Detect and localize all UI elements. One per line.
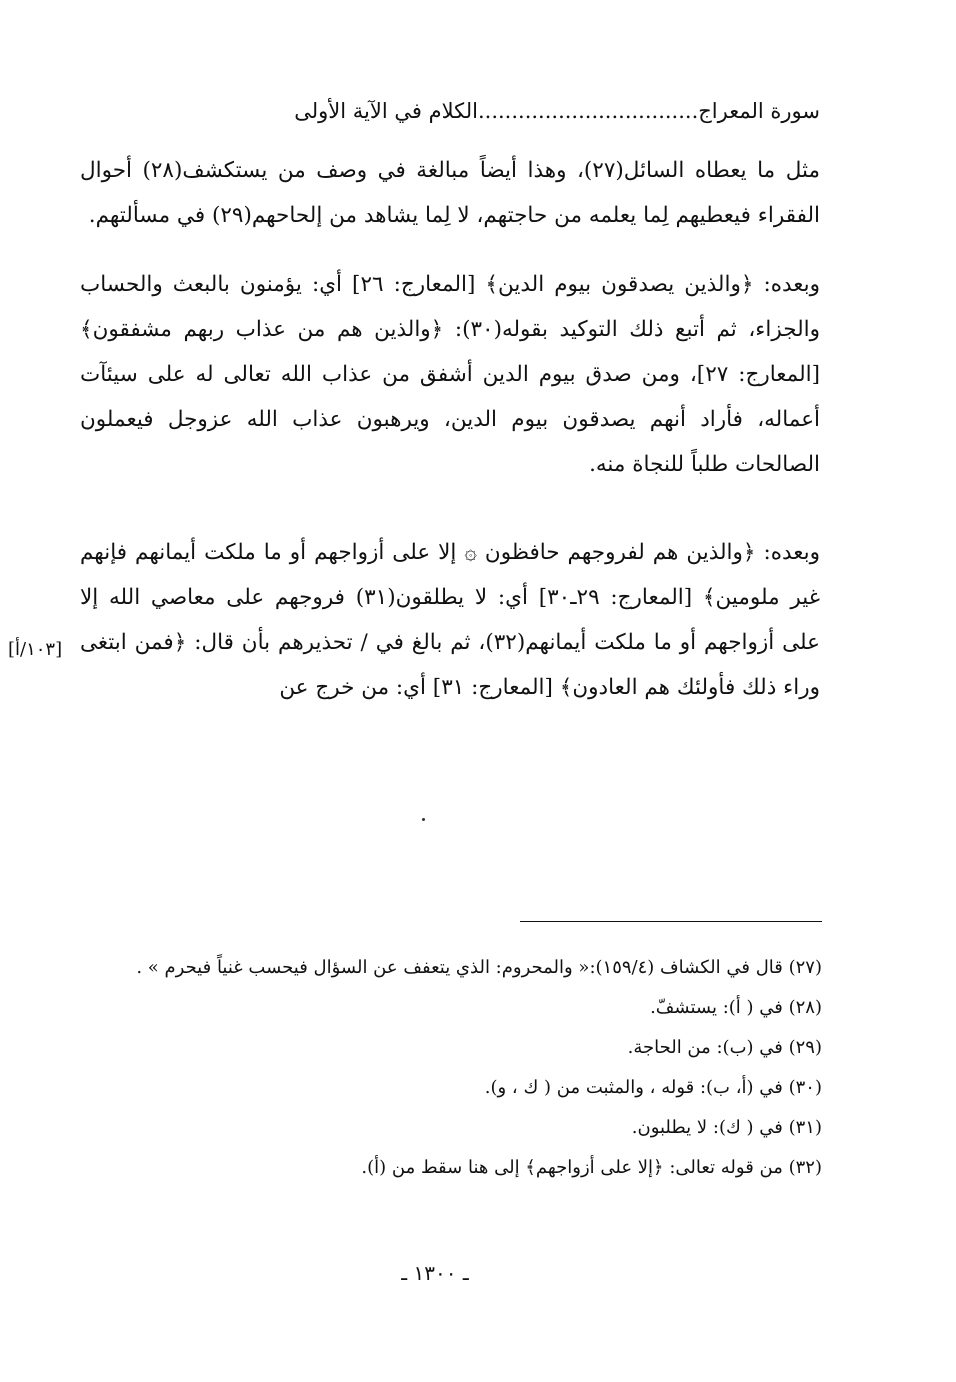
paragraph-text: مثل ما يعطاه السائل(٢٧)، وهذا أيضاً مبالغة في وصف من يستكشف(٢٨) أحوال الفقراء فيعطيهم لِما يعلمه من حاجتهم، لا لِما يشاهد من إلحاحهم(٢٩) في مسألتهم. <box>80 158 820 228</box>
page-number: ـ ١٣٠٠ ـ <box>401 1261 469 1285</box>
footnote-separator <box>520 921 822 922</box>
footnote-28: (٢٨) في ( أ): يستشفّ. <box>650 997 822 1018</box>
paragraph-2 <box>80 262 820 487</box>
manuscript-folio-marker: [١٠٣/أ] <box>8 639 63 660</box>
footnote-29: (٢٩) في (ب): من الحاجة. <box>627 1037 822 1058</box>
footnote-27: (٢٧) قال في الكشاف (١٥٩/٤):« والمحروم: الذي يتعفف عن السؤال فيحسب غنياً فيحرم » . <box>136 957 822 978</box>
running-header: سورة المعراج.................................الكلام في الآية الأولى <box>294 99 820 123</box>
footnote-31: (٣١) في ( ك): لا يطلبون. <box>631 1117 822 1138</box>
paragraph-3 <box>80 530 820 710</box>
stray-mark <box>422 818 425 821</box>
footnote-32: (٣٢) من قوله تعالى: ﴿إلا على أزواجهم﴾ إلى هنا سقط من (أ). <box>361 1157 822 1178</box>
paragraph-1 <box>80 148 820 238</box>
footnotes-list <box>80 948 822 1188</box>
paragraph-text: وبعده: ﴿والذين هم لفروجهم حافظون ۞ إلا على أزواجهم أو ما ملكت أيمانهم فإنهم غير ملومين﴾ [المعارج: ٢٩ـ٣٠] أي: لا يطلقون(٣١) فروجهم على معاصي الله إلا على أزواجهم أو ما ملكت أيمانهم(٣٢)، ثم بالغ في / تحذيرهم بأن قال: ﴿فمن ابتغى وراء ذلك فأولئك هم العادون﴾ [المعارج: ٣١] أي: من خرج عن <box>80 540 820 700</box>
paragraph-text: وبعده: ﴿والذين يصدقون بيوم الدين﴾ [المعارج: ٢٦] أي: يؤمنون بالبعث والحساب والجزاء، ثم أتبع ذلك التوكيد بقوله(٣٠): ﴿والذين هم من عذاب ربهم مشفقون﴾ [المعارج: ٢٧]، ومن صدق بيوم الدين أشفق من عذاب الله تعالى له على سيئآت أعماله، فأراد أنهم يصدقون بيوم الدين، ويرهبون عذاب الله عزوجل فيعملون الصالحات طلباً للنجاة منه. <box>80 272 821 477</box>
footnote-30: (٣٠) في (أ، ب): قوله ، والمثبت من ( ك ، و). <box>484 1077 822 1098</box>
